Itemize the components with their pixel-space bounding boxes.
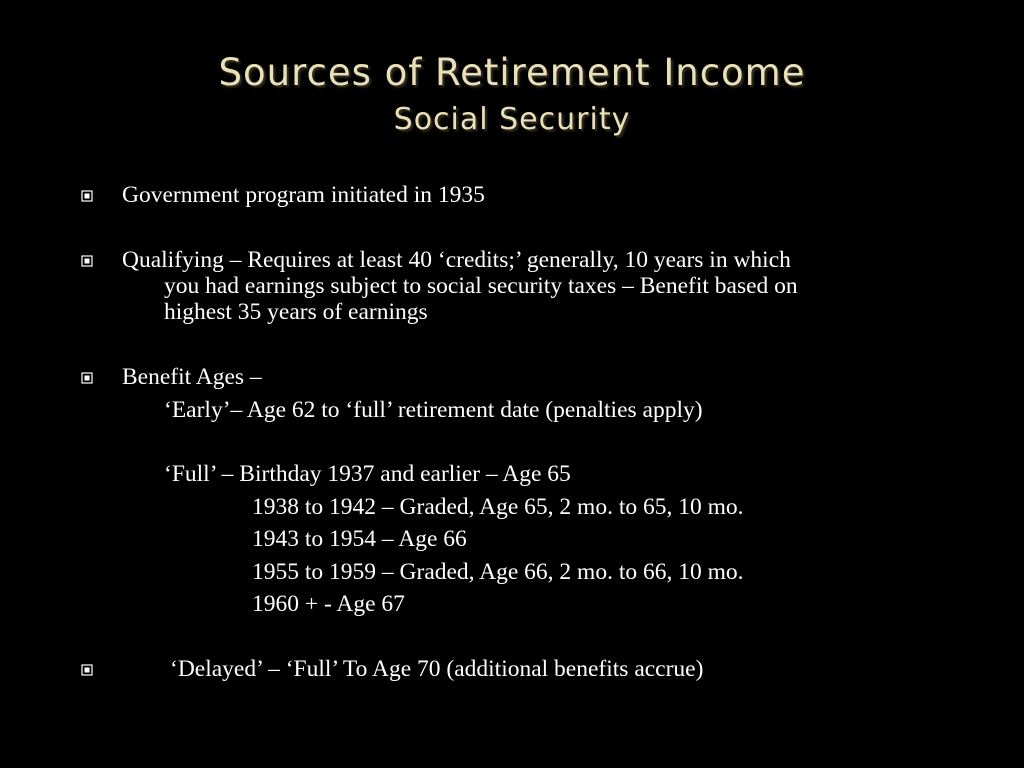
bullet-qualifying-line3: highest 35 years of earnings [164,299,428,325]
title-block [0,48,1024,140]
benefit-early: ‘Early’– Age 62 to ‘full’ retirement date (penalties apply) [164,397,703,423]
square-bullet-icon [81,255,93,267]
bullet-government-program: Government program initiated in 1935 [122,182,485,208]
slide-subtitle: Social Security [393,102,631,137]
bullet-qualifying-line2: you had earnings subject to social security taxes – Benefit based on [164,273,798,299]
bullet-qualifying-line1: Qualifying – Requires at least 40 ‘credits;’ generally, 10 years in which [122,247,791,273]
square-bullet-icon [81,664,93,676]
slide-title: Sources of Retirement Income [218,51,806,94]
bullet-benefit-ages: Benefit Ages – [122,364,262,390]
benefit-full-1955: 1955 to 1959 – Graded, Age 66, 2 mo. to 66, 10 mo. [252,559,744,585]
bullet-delayed: ‘Delayed’ – ‘Full’ To Age 70 (additional benefits accrue) [170,656,704,682]
square-bullet-icon [81,190,93,202]
benefit-full: ‘Full’ – Birthday 1937 and earlier – Age 65 [164,461,571,487]
square-bullet-icon [81,372,93,384]
benefit-full-1943: 1943 to 1954 – Age 66 [252,526,467,552]
benefit-full-1938: 1938 to 1942 – Graded, Age 65, 2 mo. to 65, 10 mo. [252,494,744,520]
benefit-full-1960: 1960 + - Age 67 [252,591,405,617]
